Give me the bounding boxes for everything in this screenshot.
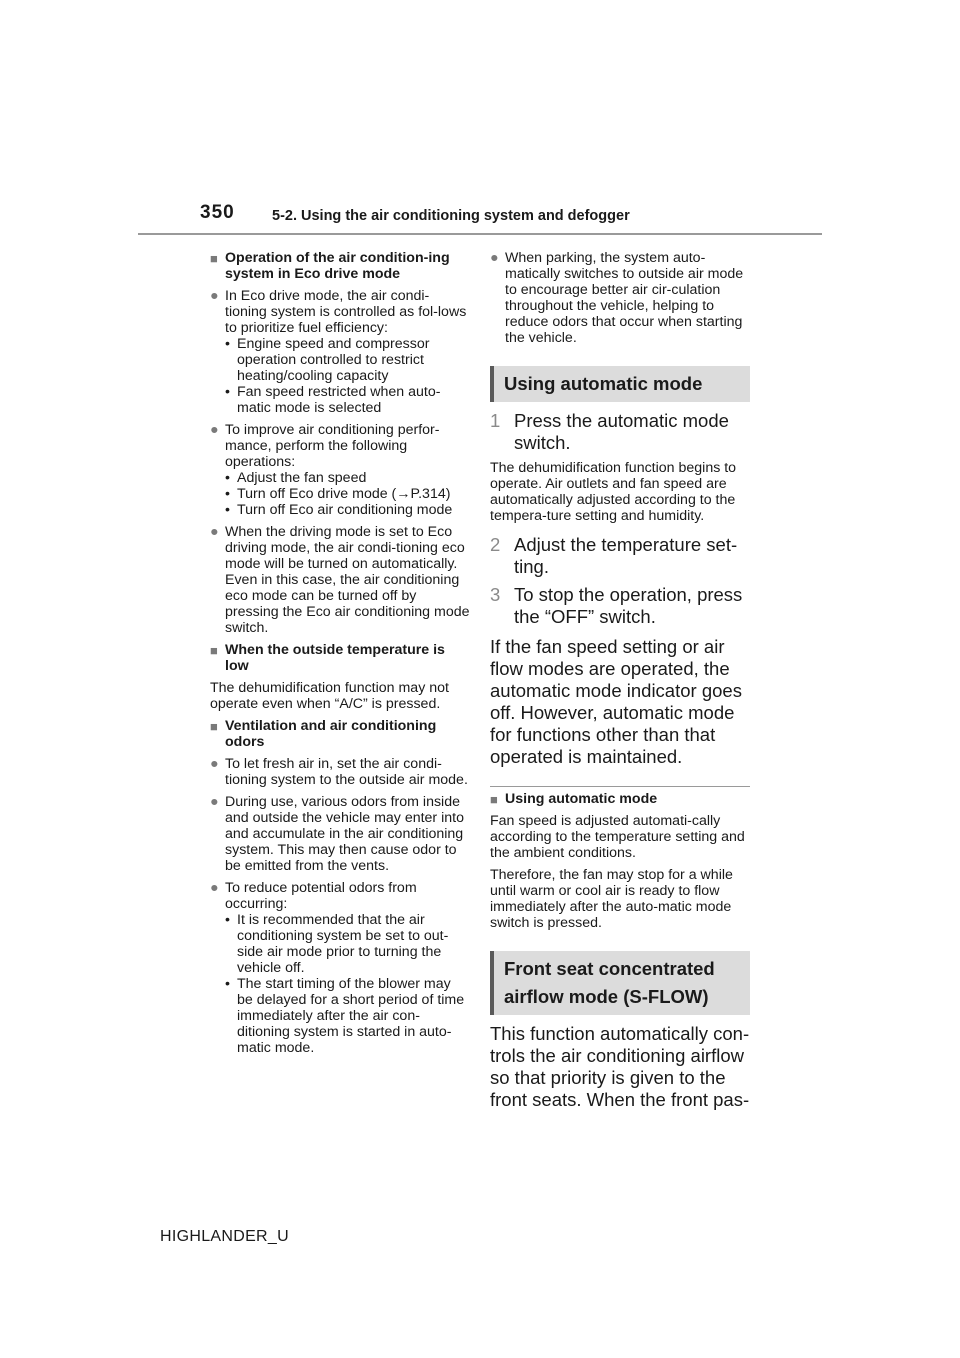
eco-bullet-1: ● In Eco drive mode, the air condi-tioning system is controlled as fol-lows to prioritize fuel efficiency: • Engine speed and compressor operation controlled to restrict heating/cooling capacity • Fan speed restricted when auto-matic mode is selected <box>210 288 470 416</box>
low-temp-paragraph: The dehumidification function may not operate even when “A/C” is pressed. <box>210 680 449 712</box>
step-1-note: The dehumidification function begins to operate. Air outlets and fan speed are automatically adjusted according to the tempera-ture setting and humidity. <box>490 460 737 524</box>
eco-bullet-2: ● To improve air conditioning perfor-mance, perform the following operations: • Adjust the fan speed • Turn off Eco drive mode (→P.314) • Turn off Eco air conditioning mode <box>210 422 470 518</box>
dot-bullet-icon: ● <box>210 756 219 772</box>
parking-bullet: ● When parking, the system auto-matically switches to outside air mode to encourage better air cir-culation throughout the vehicle, helping to reduce odors that occur when starting the vehicle. <box>490 250 744 346</box>
eco-sub-4: • Turn off Eco drive mode (→P.314) <box>225 486 451 502</box>
step-number: 3 <box>490 584 501 605</box>
dot-bullet-icon: ● <box>210 794 219 810</box>
step-1: 1 Press the automatic mode switch. <box>490 410 729 453</box>
low-temp-heading: ■ When the outside temperature is low <box>210 642 445 674</box>
square-bullet-icon: ■ <box>490 792 498 807</box>
eco-bullet-3: ● When the driving mode is set to Eco driving mode, the air condi-tioning eco mode will be turned on automatically. Even in this case, the air conditioning eco mode can be turned off by pressing the Eco air conditioning mode switch. <box>210 524 470 636</box>
vent-sub-2: • The start timing of the blower may be delayed for a short period of time immediately after the air con-ditioning system is started in auto-matic mode. <box>225 976 465 1056</box>
eco-sub-2: • Fan speed restricted when auto-matic mode is selected <box>225 384 441 416</box>
footer-model: HIGHLANDER_U <box>160 1228 289 1245</box>
step-number: 2 <box>490 534 501 555</box>
automatic-mode-note-1: Fan speed is adjusted automati-cally according to the temperature setting and the ambient conditions. <box>490 813 745 861</box>
dot-bullet-icon: ● <box>210 422 219 438</box>
page-reference-link[interactable]: P.314) <box>410 486 451 502</box>
dot-bullet-icon: ● <box>210 880 219 896</box>
dot-bullet-icon: ● <box>490 250 499 266</box>
dot-bullet-icon: ● <box>210 524 219 540</box>
vent-sub-1: • It is recommended that the air conditioning system be set to out-side air mode prior to turning the vehicle off. <box>225 912 449 976</box>
eco-sub-1: • Engine speed and compressor operation controlled to restrict heating/cooling capacity <box>225 336 430 384</box>
step-2: 2 Adjust the temperature set-ting. <box>490 534 738 577</box>
step-3: 3 To stop the operation, press the “OFF” switch. <box>490 584 743 627</box>
eco-sub-3: • Adjust the fan speed <box>225 470 367 486</box>
page-header <box>0 0 960 240</box>
step-number: 1 <box>490 410 501 431</box>
ventilation-heading: ■ Ventilation and air conditioning odors <box>210 718 437 750</box>
square-bullet-icon: ■ <box>210 251 218 266</box>
page-number: 350 <box>200 202 235 223</box>
dot-bullet-icon: ● <box>210 288 219 304</box>
automatic-mode-section-heading: Using automatic mode <box>490 366 750 402</box>
vent-bullet-2: ● During use, various odors from inside and outside the vehicle may enter into and accumulate in the air conditioning system. This may then cause odor to be emitted from the vents. <box>210 794 464 874</box>
square-bullet-icon: ■ <box>210 719 218 734</box>
right-column <box>490 250 750 1111</box>
header-rule <box>138 233 822 235</box>
vent-bullet-3: ● To reduce potential odors from occurring: • It is recommended that the air conditioning system be set to out-side air mode prior to turning the vehicle off. • The start timing of the blower may be delayed for a short period of time immediately after the air con-ditioning system is started in auto-matic mode. <box>210 880 470 1056</box>
automatic-mode-paragraph: If the fan speed setting or air flow modes are operated, the automatic mode indicator goes off. However, automatic mode for functions other than that operated is maintained. <box>490 636 742 767</box>
vent-bullet-1: ● To let fresh air in, set the air condi-tioning system to the outside air mode. <box>210 756 468 788</box>
eco-heading: ■ Operation of the air condition-ing system in Eco drive mode <box>210 250 450 282</box>
eco-sub-5: • Turn off Eco air conditioning mode <box>225 502 453 518</box>
section-title: 5-2. Using the air conditioning system and defogger <box>272 208 630 224</box>
left-column <box>210 250 470 1062</box>
automatic-mode-note-2: Therefore, the fan may stop for a while until warm or cool air is ready to flow immediately after the auto-matic mode switch is pressed. <box>490 867 733 931</box>
sflow-paragraph: This function automatically con-trols the air conditioning airflow so that priority is given to the front seats. When the front pas- <box>490 1023 750 1110</box>
arrow-icon: → <box>396 486 411 502</box>
square-bullet-icon: ■ <box>210 643 218 658</box>
sflow-section-heading: Front seat concentrated airflow mode (S-FLOW) <box>490 951 750 1015</box>
using-automatic-mode-heading: ■ Using automatic mode <box>490 791 658 807</box>
